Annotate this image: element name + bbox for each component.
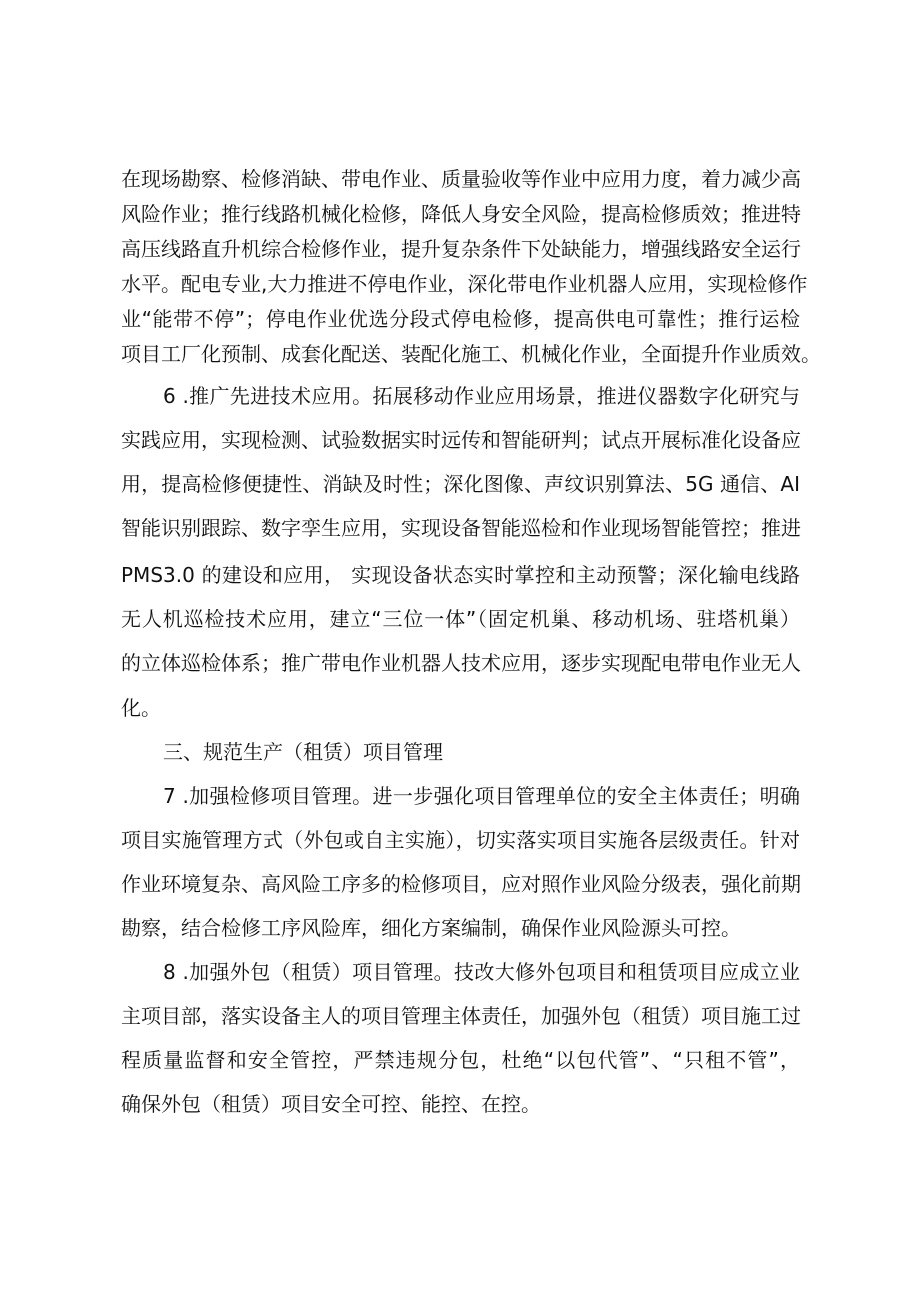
item-6-line: PMS3.0 的建设和应用， 实现设备状态实时掌控和主动预警；深化输电线路 bbox=[121, 563, 800, 587]
text-line: 业“能带不停”；停电作业优选分段式停电检修，提高供电可靠性；推行运检 bbox=[121, 307, 800, 331]
item-6-line: 实践应用，实现检测、试验数据实时远传和智能研判；试点开展标准化设备应 bbox=[121, 428, 801, 452]
item-6-line: 6 .推广先进技术应用。拓展移动作业应用场景，推进仪器数字化研究与 bbox=[163, 384, 800, 408]
item-8-line: 8 .加强外包（租赁）项目管理。技改大修外包项目和租赁项目应成立业 bbox=[163, 960, 800, 984]
text-line: 高压线路直升机综合检修作业，提升复杂条件下处缺能力，增强线路安全运行 bbox=[121, 237, 801, 261]
item-8-line: 主项目部，落实设备主人的项目管理主体责任，加强外包（租赁）项目施工过 bbox=[121, 1004, 801, 1028]
item-7-line: 项目实施管理方式（外包或自主实施），切实落实项目实施各层级责任。针对 bbox=[121, 828, 800, 852]
item-8-line: 确保外包（租赁）项目安全可控、能控、在控。 bbox=[121, 1092, 541, 1116]
item-7-line: 作业环境复杂、高风险工序多的检修项目，应对照作业风险分级表，强化前期 bbox=[121, 872, 801, 896]
text-line: 项目工厂化预制、成套化配送、装配化施工、机械化作业，全面提升作业质效。 bbox=[121, 342, 821, 366]
item-7-line: 7 .加强检修项目管理。进一步强化项目管理单位的安全主体责任；明确 bbox=[163, 784, 800, 808]
item-7-line: 勘察，结合检修工序风险库，细化方案编制，确保作业风险源头可控。 bbox=[121, 916, 741, 940]
item-6-line: 无人机巡检技术应用，建立“三位一体”（固定机巢、移动机场、驻塔机巢） bbox=[121, 607, 800, 631]
text-line: 在现场勘察、检修消缺、带电作业、质量验收等作业中应用力度，着力减少高 bbox=[121, 167, 801, 191]
item-8-line: 程质量监督和安全管控，严禁违规分包，杜绝“以包代管”、“只租不管”， bbox=[121, 1048, 800, 1072]
item-6-line: 化。 bbox=[121, 696, 161, 720]
section-heading: 三、规范生产（租赁）项目管理 bbox=[163, 740, 443, 764]
item-6-line: 的立体巡检体系；推广带电作业机器人技术应用，逐步实现配电带电作业无人 bbox=[121, 651, 801, 675]
text-line: 风险作业；推行线路机械化检修，降低人身安全风险，提高检修质效；推进特 bbox=[121, 202, 801, 226]
item-6-line: 智能识别跟踪、数字孪生应用，实现设备智能巡检和作业现场智能管控；推进 bbox=[121, 516, 801, 540]
item-6-line: 用，提高检修便捷性、消缺及时性；深化图像、声纹识别算法、5G 通信、AI bbox=[121, 472, 800, 496]
text-line: 水平。配电专业,大力推进不停电作业，深化带电作业机器人应用，实现检修作 bbox=[121, 272, 808, 296]
